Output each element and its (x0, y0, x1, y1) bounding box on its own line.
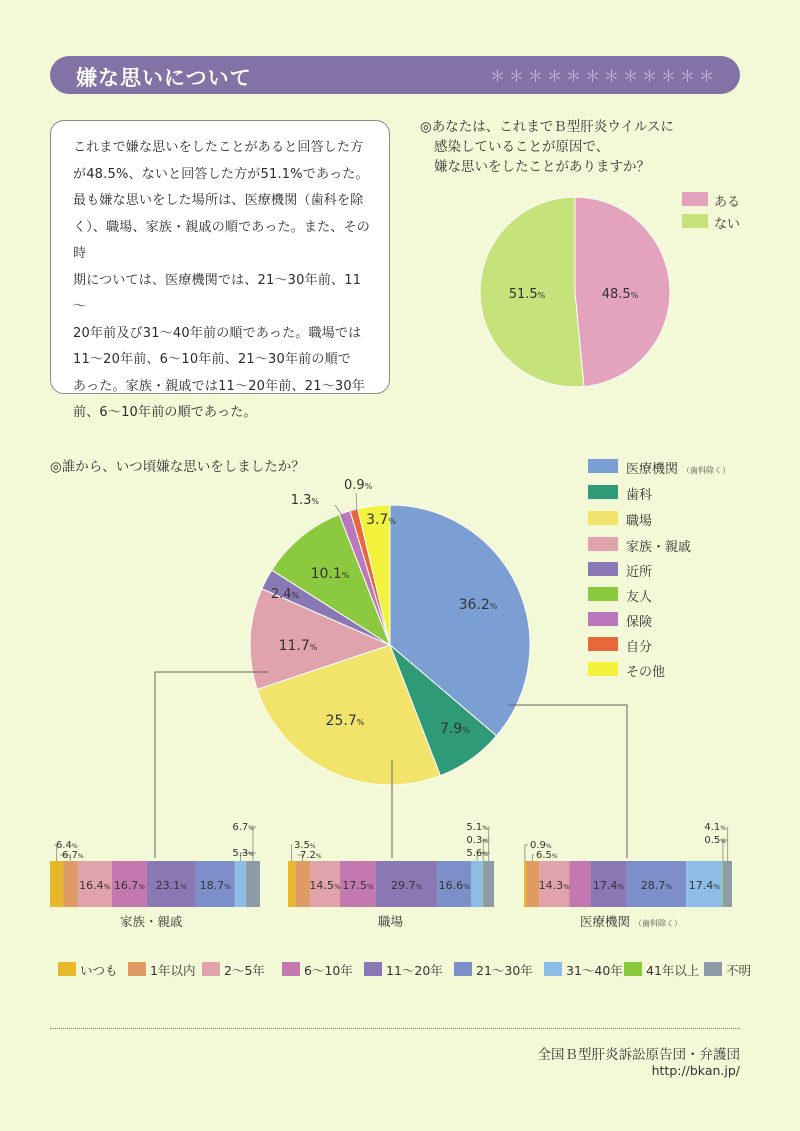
bar-category-label (580, 912, 682, 930)
summary-line: が48.5%、ないと回答した方が51.1%であった。 (73, 166, 369, 182)
pie2-label-dental: 7.9% (440, 721, 470, 737)
bar-medical-segment (723, 861, 732, 907)
bar-legend-label: いつも (80, 963, 118, 978)
bar-family-value: 6.4% (56, 840, 78, 851)
bar-family-value: 23.1% (155, 879, 187, 892)
legend-label: その他 (626, 665, 666, 680)
bar-legend-label: 2～5年 (224, 963, 265, 978)
bar-category-sub: （歯科除く） (634, 919, 683, 928)
bar-workplace-value: 5.6% (466, 848, 488, 859)
bar-medical-segment (569, 861, 590, 907)
bar-workplace-segment (483, 861, 494, 907)
bar-family-segment (63, 861, 77, 907)
bar-workplace-value: 17.5% (342, 879, 374, 892)
footer-url: http://bkan.jp/ (651, 1063, 740, 1078)
bar-legend-swatch (624, 962, 642, 976)
bar-legend-swatch (202, 962, 220, 976)
summary-line: 11～20年前、6～10年前、21～30年前の順で (73, 352, 351, 367)
legend-label: 家族・親戚 (626, 540, 692, 555)
bar-legend-label: 不明 (726, 963, 752, 978)
bar-workplace-value: 16.6% (438, 879, 470, 892)
bar-medical-segment (722, 861, 723, 907)
bar-workplace-value: 3.5% (294, 840, 316, 851)
legend-label: ある (714, 195, 741, 210)
bar-family-value: 6.7% (62, 850, 84, 861)
bar-medical-value: 14.3% (538, 879, 570, 892)
bar-legend-swatch (58, 962, 76, 976)
connector-medical (508, 705, 627, 858)
bar-workplace-leader (489, 827, 490, 861)
bar-legend-swatch (704, 962, 722, 976)
bar-medical-leader (533, 855, 534, 861)
legend-label: 歯科 (626, 488, 653, 503)
legend-label-sub: （歯科除く） (682, 466, 731, 475)
legend-label: 保険 (626, 615, 653, 630)
summary-line: く）、職場、家族・親戚の順であった。また、その時 (73, 219, 370, 261)
footer-divider (50, 1028, 740, 1029)
pie2-label-self: 0.9% (344, 478, 373, 493)
bar-workplace-value: 5.1% (466, 822, 488, 833)
bar-legend-label: 1年以内 (150, 963, 196, 978)
bar-family-segment (246, 861, 260, 907)
pie2-label-friend: 10.1% (310, 566, 350, 582)
summary-line: 期については、医療機関では、21～30年前、11～ (73, 272, 362, 314)
bar-workplace-value: 7.2% (300, 850, 322, 861)
bar-category-label: 職場 (378, 914, 404, 929)
bar-legend (58, 961, 758, 979)
bar-workplace-segment (471, 861, 483, 907)
bar-workplace-segment (288, 861, 295, 907)
bar-category-text: 医療機関 (580, 914, 631, 929)
pie1-label-aru: 48.5% (601, 287, 639, 302)
bar-medical-segment (524, 861, 526, 907)
bar-medical-value: 17.4% (688, 879, 720, 892)
bar-legend-swatch (544, 962, 562, 976)
pie2-label-workplace: 25.7% (325, 713, 365, 729)
summary-line: 前、6～10年前の順であった。 (73, 405, 257, 420)
bar-family-value: 5.3% (232, 848, 254, 859)
bar-workplace-value: 0.3% (466, 835, 488, 846)
bar-category-label: 家族・親戚 (120, 914, 183, 929)
question-1-line-1: ◎あなたは、これまでＢ型肝炎ウイルスに (420, 119, 674, 135)
bar-medical-value: 6.5% (536, 850, 558, 861)
bar-legend-label: 6～10年 (304, 963, 353, 978)
bar-legend-swatch (364, 962, 382, 976)
pie2-label-medical: 36.2% (458, 597, 498, 613)
legend-label: 職場 (626, 514, 653, 529)
bar-medical-value: 28.7% (640, 879, 672, 892)
legend-label: 自分 (626, 640, 653, 655)
bar-medical-leader (525, 845, 528, 861)
bar-legend-swatch (282, 962, 300, 976)
bar-family-segment (50, 861, 63, 907)
pie1-label-nai: 51.5% (508, 287, 546, 302)
bar-medical-value: 17.4% (592, 879, 625, 892)
legend-label: ない (714, 217, 741, 232)
legend-label: 近所 (626, 565, 653, 580)
pie2-label-insurance: 1.3% (290, 493, 319, 508)
pie2-label-neighbor: 2.4% (270, 587, 300, 602)
summary-line: これまで嫌な思いをしたことがあると回答した方 (73, 140, 364, 155)
summary-line: 最も嫌な思いをした場所は、医療機関（歯科を除 (73, 193, 364, 208)
bar-medical-value: 4.1% (704, 822, 726, 833)
question-1-line-2: 感染していることが原因で、 (434, 139, 610, 155)
question-2: ◎誰から、いつ頃嫌な思いをしましたか？ (50, 459, 305, 475)
bar-legend-label: 41年以上 (646, 963, 700, 978)
summary-line: あった。家族・親戚では11～20年前、21～30年 (73, 378, 366, 394)
bar-family-value: 16.4% (79, 879, 111, 892)
bar-medical-value: 0.5% (704, 835, 726, 846)
bar-family-value: 6.7% (232, 822, 254, 833)
bar-legend-label: 21～30年 (476, 963, 533, 978)
bar-workplace-segment (483, 861, 484, 907)
summary-line: 20年前及び31～40年前の順であった。職場では (73, 325, 362, 341)
bar-legend-swatch (454, 962, 472, 976)
bar-family-value: 16.7% (113, 879, 146, 892)
bar-legend-label: 11～20年 (386, 963, 443, 978)
pie2-label-other: 3.7% (366, 512, 396, 528)
bar-medical-value: 0.9% (530, 840, 552, 851)
section-title: 嫌な思いについて (76, 66, 252, 90)
legend-label-text: 医療機関 (626, 462, 679, 477)
bar-workplace-value: 29.7% (390, 879, 423, 892)
bar-workplace-segment (295, 861, 310, 907)
legend-label: 友人 (626, 590, 653, 605)
bar-medical-segment (526, 861, 540, 907)
bar-workplace-value: 14.5% (309, 879, 341, 892)
pie2-label-family: 11.7% (278, 638, 318, 654)
bar-family-value: 18.7% (199, 879, 231, 892)
bar-family-segment (235, 861, 246, 907)
header-stars-decoration: ＊＊＊＊＊＊＊＊＊＊＊＊ (489, 67, 718, 85)
bar-legend-label: 31～40年 (566, 963, 623, 978)
bar-legend-swatch (128, 962, 146, 976)
footer-organization: 全国Ｂ型肝炎訴訟原告団・弁護団 (537, 1047, 740, 1063)
question-1-line-3: 嫌な思いをしたことがありますか？ (434, 159, 650, 175)
